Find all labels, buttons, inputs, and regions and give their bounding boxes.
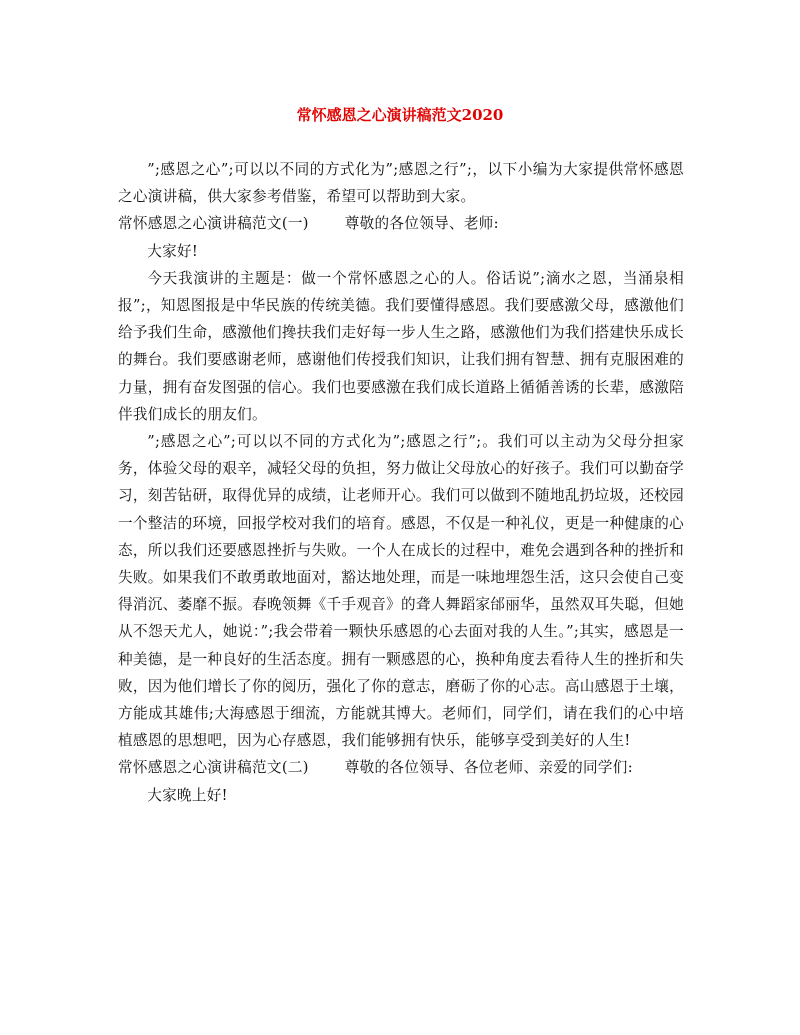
section-2-heading: 常怀感恩之心演讲稿范文(二) (118, 759, 309, 777)
section-1-salutation: 尊敬的各位领导、老师: (344, 215, 499, 233)
section-1-paragraph-2: ”;感恩之心”;可以以不同的方式化为”;感恩之行”;。我们可以主动为父母分担家务，体验父母的艰辛，减轻父母的负担，努力做让父母放心的好孩子。我们可以勤奋学习，刻苦钻研，取得优异的成绩，让老师开心。我们可以做到不随地乱扔垃圾，还校园一个整洁的环境，回报学校对我们的培育。感恩，不仅是一种礼仪，更是一种健康的心态，所以我们还要感恩挫折与失败。一个人在成长的过程中，难免会遇到各种的挫折和失败。如果我们不敢勇敢地面对，豁达地处理，而是一味地埋怨生活，这只会使自己变得消沉、萎靡不振。春晚领舞《千手观音》的聋人舞蹈家邰丽华，虽然双耳失聪，但她从不怨天尤人，她说：”;我会带着一颗快乐感恩的心去面对我的人生。”;其实，感恩是一种美德，是一种良好的生活态度。拥有一颗感恩的心，换种角度去看待人生的挫折和失败，因为他们增长了你的阅历，强化了你的意志，磨砺了你的心志。高山感恩于土壤，方能成其雄伟;大海感恩于细流，方能就其博大。老师们，同学们，请在我们的心中培植感恩的思想吧，因为心存感恩，我们能够拥有快乐，能够享受到美好的人生! (118, 433, 684, 750)
section-1-heading-line (118, 210, 684, 237)
document-title: 常怀感恩之心演讲稿范文2020 (296, 106, 504, 124)
section-2-greeting: 大家晚上好! (147, 786, 228, 804)
section-1-paragraph-1: 今天我演讲的主题是：做一个常怀感恩之心的人。俗话说”;滴水之恩，当涌泉相报”;，知恩图报是中华民族的传统美德。我们要懂得感恩。我们要感激父母，感激他们给予我们生命，感激他们搀扶我们走好每一步人生之路，感激他们为我们搭建快乐成长的舞台。我们要感谢老师，感谢他们传授我们知识，让我们拥有智慧、拥有克服困难的力量，拥有奋发图强的信心。我们也要感激在我们成长道路上循循善诱的长辈，感激陪伴我们成长的朋友们。 (118, 269, 684, 423)
intro-paragraph: ”;感恩之心”;可以以不同的方式化为”;感恩之行”;，以下小编为大家提供常怀感恩之心演讲稿，供大家参考借鉴，希望可以帮助到大家。 (118, 161, 684, 206)
section-1-greeting: 大家好! (147, 242, 199, 260)
section-2-heading-line (118, 754, 684, 781)
section-1-heading: 常怀感恩之心演讲稿范文(一) (118, 215, 309, 233)
document-body (118, 156, 684, 809)
section-2-salutation: 尊敬的各位领导、各位老师、亲爱的同学们: (344, 759, 633, 777)
